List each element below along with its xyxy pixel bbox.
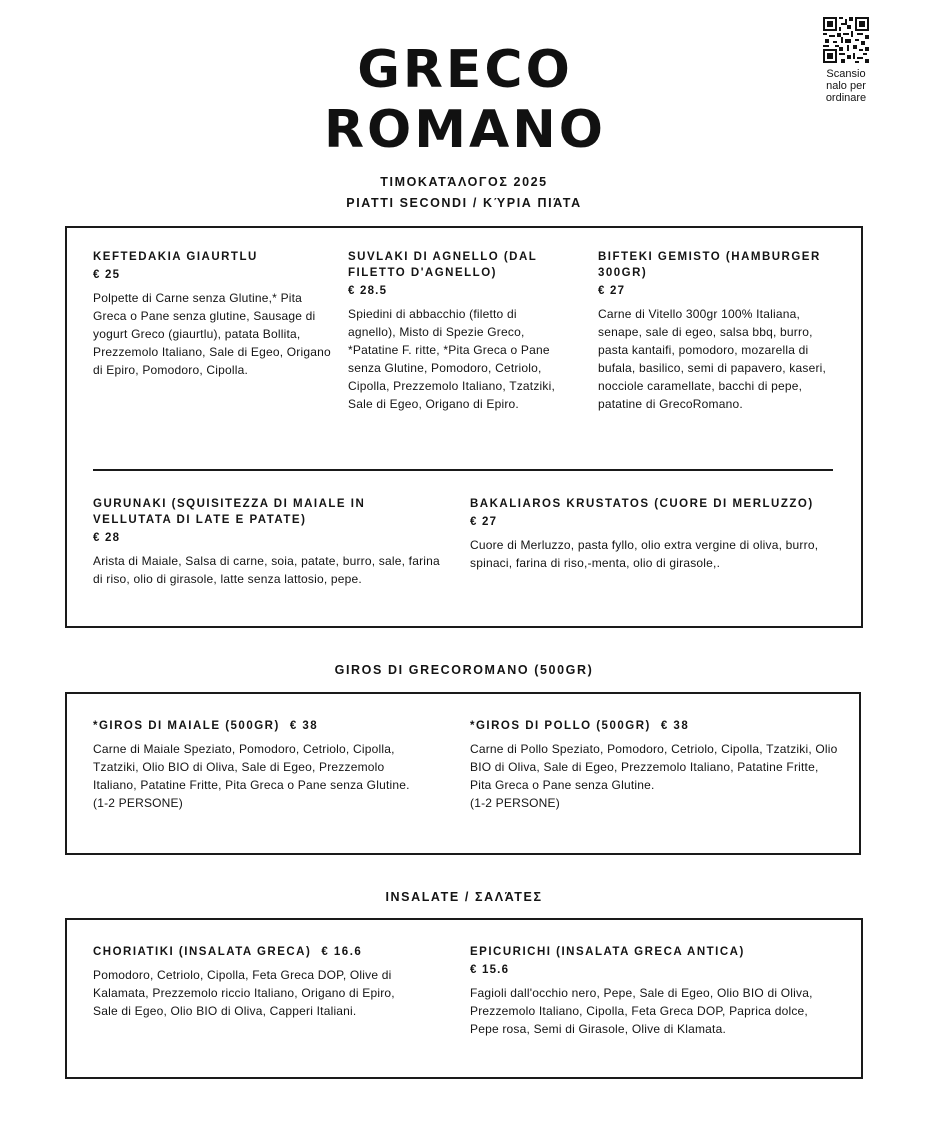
item-description: Spiedini di abbacchio (filetto di agnello), Misto di Spezie Greco, *Patatine F. ritte, *Pita Greca o Pane senza Glutine, Pomodoro, Cetriolo, Cipolla, Prezzemolo Italiano, Tzatziki, Sale di Egeo, Origano di Epiro.: [348, 307, 555, 411]
section-title-secondi: PIATTI SECONDI / ΚΎΡΙΑ ΠΙΆΤΑ: [346, 196, 582, 210]
item-name: BIFTEKI GEMISTO (HAMBURGER 300GR): [598, 251, 821, 279]
item-description: Polpette di Carne senza Glutine,* Pita Greca o Pane senza glutine, Sausage di yogurt Greco (giaurtlu), patata Bollita, Prezzemolo Italiano, Sale di Egeo, Origano di Epiro, Pomodoro, Cipolla.: [93, 291, 331, 377]
menu-item: [93, 718, 428, 812]
item-description: Arista di Maiale, Salsa di carne, soia, patate, burro, sale, farina di riso, olio di girasole, latte senza lattosio, pepe.: [93, 554, 440, 586]
title-line-2: ROMANO: [324, 100, 606, 160]
item-price: € 38: [660, 720, 690, 732]
menu-item: [93, 496, 448, 588]
item-price: € 25: [93, 269, 121, 281]
item-name: CHORIATIKI (INSALATA GRECA) € 16.6: [93, 946, 363, 958]
item-price: € 15.6: [470, 964, 510, 976]
item-name: KEFTEDAKIA GIAURTLU: [93, 251, 258, 263]
section-title-insalate: INSALATE / ΣΑΛΆΤΕΣ: [385, 890, 543, 904]
item-description: Cuore di Merluzzo, pasta fyllo, olio extra vergine di oliva, burro, spinaci, farina di riso,-menta, olio di girasole,.: [470, 538, 819, 570]
item-description: Fagioli dall'occhio nero, Pepe, Sale di Egeo, Olio BIO di Oliva, Prezzemolo Italiano, Cipolla, Feta Greca DOP, Paprica dolce, Pepe rosa, Semi di Girasole, Olive di Klamata.: [470, 986, 813, 1036]
item-description: Pomodoro, Cetriolo, Cipolla, Feta Greca DOP, Olive di Kalamata, Prezzemolo riccio Italiano, Origano di Epiro, Sale di Egeo, Olio BIO di Oliva, Capperi Italiani.: [93, 968, 395, 1018]
item-name: BAKALIAROS KRUSTATOS (CUORE DI MERLUZZO): [470, 498, 814, 510]
item-description: Carne di Pollo Speziato, Pomodoro, Cetriolo, Cipolla, Tzatziki, Olio BIO di Oliva, Sale di Egeo, Prezzemolo Italiano, Patatine Fritte, Pita Greca o Pane senza Glutine. (1-2 PERSONE): [470, 740, 840, 812]
qr-caption: Scansio nalo per ordinare: [825, 68, 867, 104]
item-name: *GIROS DI MAIALE (500GR) € 38: [93, 720, 319, 732]
item-price: € 28.5: [348, 285, 388, 297]
restaurant-title: [240, 40, 690, 160]
menu-item: [470, 944, 830, 1038]
item-name: SUVLAKI DI AGNELLO (DAL FILETTO D'AGNELLO): [348, 251, 538, 279]
item-price: € 28: [93, 532, 121, 544]
menu-item: [93, 249, 333, 379]
item-name: GURUNAKI (SQUISITEZZA DI MAIALE IN VELLUTATA DI LATE E PATATE): [93, 498, 366, 526]
item-description: Carne di Vitello 300gr 100% Italiana, senape, sale di egeo, salsa bbq, burro, pasta kantaifi, pomodoro, mozarella di bufala, basilico, semi di papavero, kaseri, nocciole caramellate, bacchi di pepe, patatine di GrecoRomano.: [598, 307, 827, 411]
item-price: € 16.6: [321, 946, 363, 958]
item-note: (1-2 PERSONE): [470, 796, 560, 810]
qr-code-icon[interactable]: [823, 17, 869, 63]
menu-item: [598, 249, 843, 413]
section-divider: [93, 469, 833, 471]
item-price: € 27: [470, 516, 498, 528]
menu-subtitle: ΤΙΜΟΚΑΤΆΛΟΓΟΣ 2025: [380, 175, 548, 189]
item-price: € 27: [598, 285, 626, 297]
item-price: € 38: [289, 720, 319, 732]
title-line-1: GRECO: [357, 40, 573, 100]
menu-item: [470, 718, 840, 812]
section-title-giros: GIROS DI GRECOROMANO (500GR): [334, 663, 594, 677]
item-description: Carne di Maiale Speziato, Pomodoro, Cetriolo, Cipolla, Tzatziki, Olio BIO di Oliva, Sale di Egeo, Prezzemolo Italiano, Patatine Fritte, Pita Greca o Pane senza Glutine. (1-2 PERSONE): [93, 740, 428, 812]
menu-item: [470, 496, 825, 572]
item-note: (1-2 PERSONE): [93, 796, 183, 810]
item-name: *GIROS DI POLLO (500GR) € 38: [470, 720, 690, 732]
menu-item: [93, 944, 423, 1020]
item-name: EPICURICHI (INSALATA GRECA ANTICA): [470, 946, 745, 958]
menu-item: [348, 249, 568, 413]
